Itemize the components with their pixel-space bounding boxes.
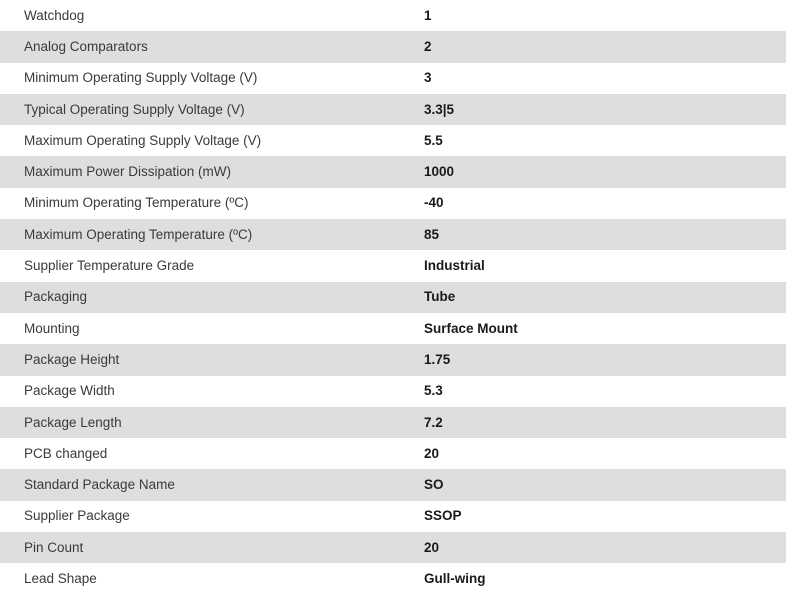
- table-row: [0, 438, 786, 469]
- table-row: [0, 532, 786, 563]
- spec-label: Maximum Operating Temperature (ºC): [24, 226, 253, 242]
- table-row: [0, 188, 786, 219]
- spec-value: 20: [424, 445, 440, 461]
- table-row: [0, 125, 786, 156]
- spec-label: Maximum Power Dissipation (mW): [24, 164, 232, 180]
- spec-label: Supplier Package: [24, 508, 130, 524]
- spec-label: Package Width: [24, 383, 115, 399]
- spec-label: Lead Shape: [24, 570, 97, 586]
- table-row: [0, 63, 786, 94]
- spec-value: SO: [424, 477, 444, 493]
- spec-label: Supplier Temperature Grade: [24, 258, 195, 274]
- spec-value: 3: [424, 70, 432, 86]
- spec-value: 1: [424, 7, 432, 23]
- spec-value: Tube: [424, 289, 456, 305]
- spec-value: 1000: [424, 164, 455, 180]
- spec-label: Package Height: [24, 351, 120, 367]
- spec-label: Standard Package Name: [24, 477, 175, 493]
- table-row: [0, 344, 786, 375]
- spec-label: Packaging: [24, 289, 88, 305]
- spec-value: 2: [424, 38, 432, 54]
- table-row: [0, 563, 786, 594]
- table-row: [0, 407, 786, 438]
- spec-value: 7.2: [424, 414, 443, 430]
- spec-value: Gull-wing: [424, 570, 486, 586]
- table-row: [0, 156, 786, 187]
- spec-value: 5.3: [424, 383, 443, 399]
- spec-label: Minimum Operating Temperature (ºC): [24, 195, 249, 211]
- spec-label: Watchdog: [24, 7, 85, 23]
- spec-value: 5.5: [424, 132, 443, 148]
- spec-value: 20: [424, 539, 440, 555]
- table-row: [0, 94, 786, 125]
- table-row: [0, 0, 786, 31]
- spec-label: Typical Operating Supply Voltage (V): [24, 101, 245, 117]
- spec-label: Analog Comparators: [24, 38, 148, 54]
- spec-label: Pin Count: [24, 539, 84, 555]
- spec-value: 85: [424, 226, 440, 242]
- spec-label: Minimum Operating Supply Voltage (V): [24, 70, 258, 86]
- spec-label: Mounting: [24, 320, 80, 336]
- spec-value: 1.75: [424, 351, 451, 367]
- table-row: [0, 31, 786, 62]
- spec-label: Maximum Operating Supply Voltage (V): [24, 132, 262, 148]
- spec-value: Industrial: [424, 258, 485, 274]
- spec-value: 3.3|5: [424, 101, 455, 117]
- table-row: [0, 313, 786, 344]
- spec-label: Package Length: [24, 414, 122, 430]
- table-row: [0, 250, 786, 281]
- table-row: [0, 469, 786, 500]
- spec-label: PCB changed: [24, 445, 108, 461]
- table-row: [0, 282, 786, 313]
- table-row: [0, 376, 786, 407]
- spec-value: SSOP: [424, 508, 462, 524]
- spec-value: -40: [424, 195, 444, 211]
- table-row: [0, 501, 786, 532]
- spec-value: Surface Mount: [424, 320, 518, 336]
- table-row: [0, 219, 786, 250]
